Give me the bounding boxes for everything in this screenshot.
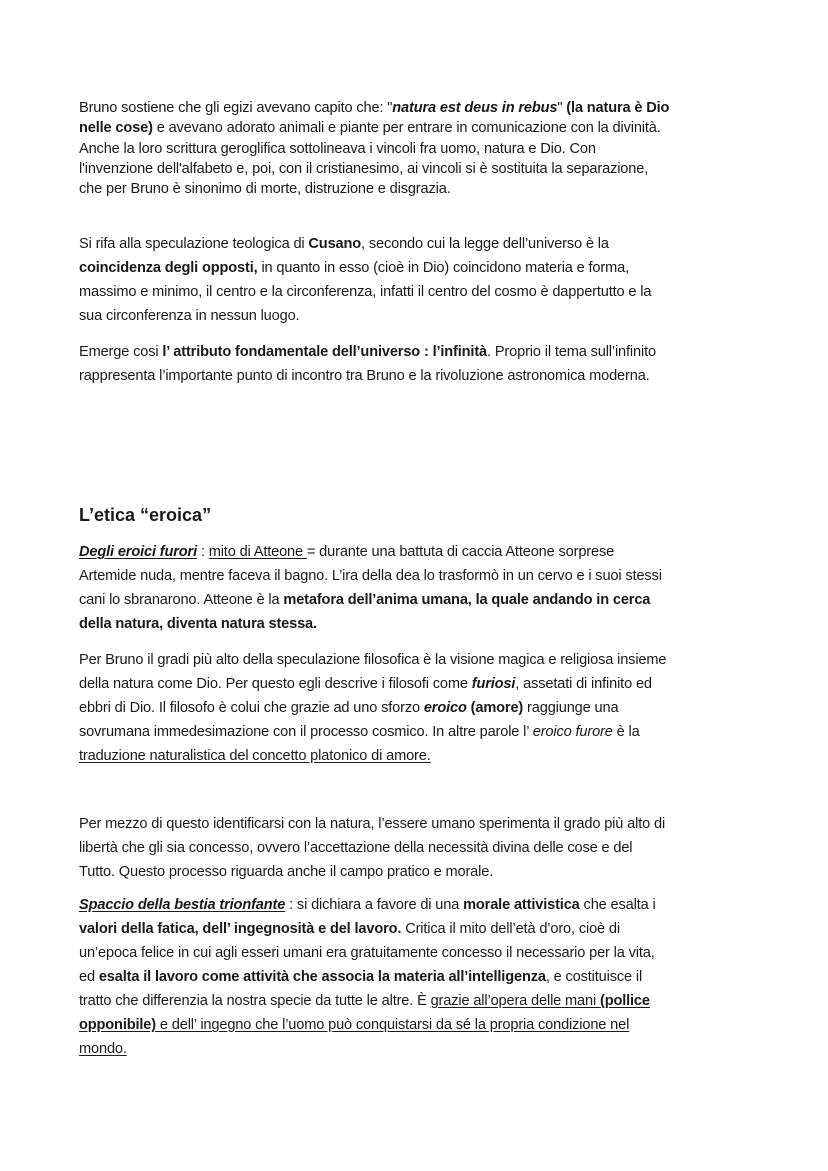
text-line [79, 965, 759, 989]
text-run: Bruno sostiene che gli egizi avevano capito che: " [79, 100, 393, 116]
text-line [79, 744, 759, 768]
text-line [79, 989, 759, 1013]
text-line [79, 612, 759, 636]
text-line [79, 232, 759, 256]
styled-text-run: nelle cose) [79, 120, 153, 137]
text-run: Per mezzo di questo identificarsi con la natura, l’essere umano sperimenta il grado più alto di [79, 816, 666, 832]
styled-text-run: opponibile) [79, 1017, 156, 1033]
text-run: e avevano adorato animali e piante per entrare in comunicazione con la divinità. [152, 120, 661, 137]
styled-text-run: eroico [423, 700, 467, 716]
text-run: : si dichiara a favore di una [285, 897, 464, 913]
text-line [79, 1013, 759, 1037]
styled-text-run: (la natura è Dio [566, 100, 670, 116]
paragraph-eroici-furori [79, 540, 759, 636]
text-line [79, 540, 759, 564]
styled-text-run: furiosi [471, 676, 516, 692]
styled-text-run: eroico furore [532, 724, 613, 740]
text-run: della natura come Dio. Per questo egli descrive i filosofi come [79, 676, 472, 692]
text-run: cani lo sbranarono. Atteone è la [79, 592, 284, 608]
text-run: ed [79, 969, 99, 985]
paragraph-cusano [79, 232, 759, 328]
text-run: l'invenzione dell'alfabeto e, poi, con il cristianesimo, ai vincoli si è sostituita la separazione, [79, 160, 649, 177]
styled-text-run: natura est deus in rebus [392, 100, 558, 116]
text-run: Critica il mito dell’età d’oro, cioè di [401, 921, 620, 937]
paragraph-egizi [79, 98, 759, 199]
text-run: un’epoca felice in cui agli esseri umani era gratuitamente concesso il necessario per la vita, [79, 945, 655, 961]
text-run: sua circonferenza in nessun luogo. [79, 308, 300, 324]
paragraph-furiosi [79, 648, 759, 768]
text-run: , assetati di infinito ed [515, 676, 652, 692]
styled-text-run: della natura, diventa natura stessa. [79, 616, 317, 632]
text-run: tratto che differenzia la nostra specie da tutte le altre. È [79, 993, 431, 1009]
text-line [79, 304, 759, 328]
text-line [79, 860, 759, 884]
text-line [79, 672, 759, 696]
paragraph-infinita [79, 340, 759, 388]
text-run: raggiunge una [523, 700, 619, 716]
text-line [79, 159, 759, 179]
text-line [79, 1037, 759, 1061]
text-run: , e costituisce il [545, 969, 643, 985]
styled-text-run: valori della fatica, dell’ ingegnosità e del lavoro. [79, 921, 402, 937]
text-line [79, 139, 759, 159]
text-line [79, 648, 759, 672]
styled-text-run: Spaccio della bestia trionfante [79, 897, 286, 913]
text-line [79, 280, 759, 304]
text-run: sovrumana immedesimazione con il processo cosmico. In altre parole l’ [79, 724, 533, 740]
text-run: : [196, 544, 209, 560]
styled-text-run: mondo. [79, 1041, 127, 1057]
styled-text-run: Degli eroici furori [79, 544, 197, 560]
text-run: Tutto. Questo processo riguarda anche il campo pratico e morale. [79, 864, 494, 880]
styled-text-run: coincidenza degli opposti, [79, 260, 258, 276]
styled-text-run: morale attivistica [463, 897, 580, 913]
text-line [79, 720, 759, 744]
styled-text-run: metafora dell’anima umana, la quale andando in cerca [283, 592, 651, 608]
text-line [79, 256, 759, 280]
styled-text-run: esalta il lavoro come attività che associa la materia all’intelligenza [98, 969, 546, 985]
styled-text-run: traduzione naturalistica del concetto platonico di amore. [79, 748, 431, 764]
text-run: ebbri di Dio. Il filosofo è colui che grazie ad uno sforzo [79, 700, 424, 716]
text-run: Per Bruno il gradi più alto della speculazione filosofica è la visione magica e religiosa insieme [79, 652, 667, 668]
text-run: libertà che gli sia concesso, ovvero l’accettazione della necessità divina delle cose e del [79, 840, 633, 856]
text-line [79, 917, 759, 941]
styled-text-run: grazie all’opera delle mani [430, 993, 600, 1009]
paragraph-liberta [79, 812, 759, 884]
text-line [79, 941, 759, 965]
text-run: che esalta i [579, 897, 656, 913]
text-line [79, 836, 759, 860]
text-line [79, 364, 759, 388]
text-line [79, 588, 759, 612]
text-line [79, 340, 759, 364]
styled-text-run: mito di Atteone [208, 544, 307, 560]
styled-text-run: l’ attributo fondamentale dell’universo : l’infinità [162, 344, 488, 360]
text-line [79, 98, 759, 118]
text-run: Artemide nuda, mentre faceva il bagno. L’ira della dea lo trasformò in un cervo e i suoi stessi [79, 568, 662, 584]
text-line [79, 179, 759, 199]
text-run: in quanto in esso (cioè in Dio) coincidono materia e forma, [257, 260, 629, 276]
text-line [79, 118, 759, 138]
text-run: , secondo cui la legge dell’universo è la [361, 236, 609, 252]
text-line [79, 696, 759, 720]
text-run: che per Bruno è sinonimo di morte, distruzione e disgrazia. [79, 181, 451, 198]
section-heading: L’etica “eroica” [79, 505, 212, 525]
text-line [79, 893, 759, 917]
text-line [79, 564, 759, 588]
styled-text-run: (amore) [470, 700, 524, 716]
styled-text-run: e dell’ ingegno che l’uomo può conquistarsi da sé la propria condizione nel [155, 1017, 630, 1033]
text-run: . Proprio il tema sull’infinito [487, 344, 656, 360]
styled-text-run: Cusano [308, 236, 362, 252]
text-run: Emerge cosi [79, 344, 163, 360]
text-line [79, 812, 759, 836]
styled-text-run: (pollice [599, 993, 650, 1009]
text-run: massimo e minimo, il centro e la circonferenza, infatti il centro del cosmo è dappertutto e la [79, 284, 652, 300]
text-run: Si rifa alla speculazione teologica di [79, 236, 309, 252]
text-run: Anche la loro scrittura geroglifica sottolineava i vincoli fra uomo, natura e Dio. Con [79, 140, 596, 157]
text-run: = durante una battuta di caccia Atteone sorprese [306, 544, 615, 560]
paragraph-spaccio [79, 893, 759, 1061]
text-run: è la [612, 724, 640, 740]
text-run: " [557, 100, 567, 116]
text-run: rappresenta l’importante punto di incontro tra Bruno e la rivoluzione astronomica moderna. [79, 368, 650, 384]
